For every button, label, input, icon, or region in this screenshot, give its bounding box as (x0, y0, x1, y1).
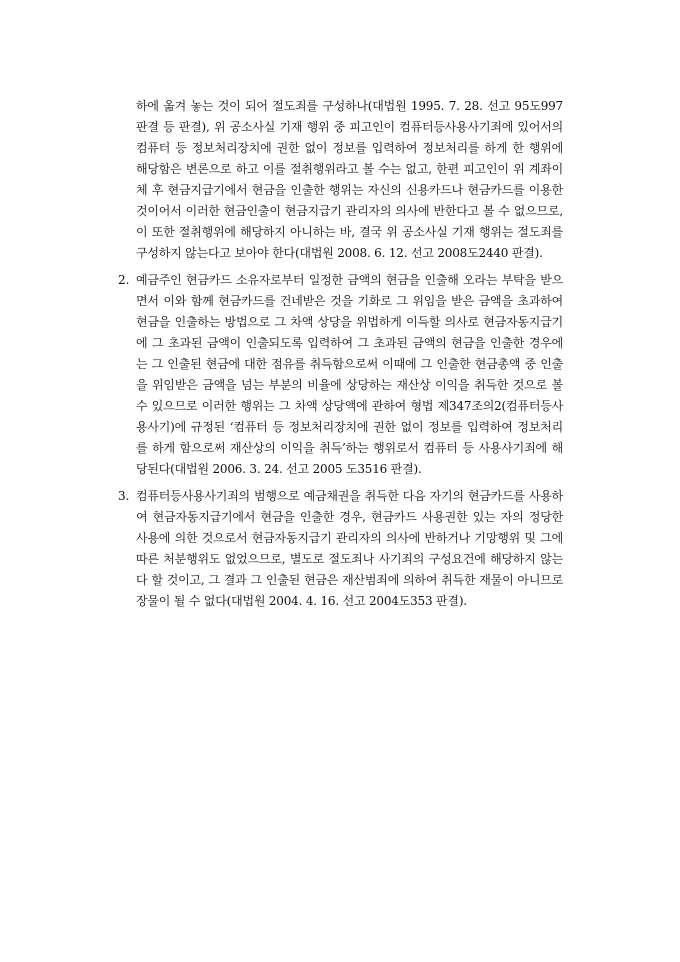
numbered-item-2 (118, 270, 563, 480)
document-body (118, 96, 563, 612)
item-number: 2. (118, 273, 130, 287)
item-text: 예금주인 현금카드 소유자로부터 일정한 금액의 현금을 인출해 오라는 부탁을 받으면서 이와 함께 현금카드를 건네받은 것을 기화로 그 위임을 받은 금액을 초과하여 현금을 인출하는 방법으로 그 차액 상당을 위법하게 이득할 의사로 현금자동지급기에 그 초과된 금액이 인출되도록 입력하여 그 초과된 금액의 현금을 인출한 경우에는 그 인출된 현금에 대한 점유를 취득함으로써 이때에 그 인출한 현금총액 중 인출을 위임받은 금액을 넘는 부분의 비율에 상당하는 재산상 이익을 취득한 것으로 볼 수 있으므로 이러한 행위는 그 차액 상당액에 관하여 형법 제347조의2(컴퓨터등사용사기)에 규정된 ‘컴퓨터 등 정보처리장치에 권한 없이 정보를 입력하여 정보처리를 하게 함으로써 재산상의 이익을 취득’하는 행위로서 컴퓨터 등 사용사기죄에 해당된다(대법원 2006. 3. 24. 선고 2005 도3516 판결). (136, 273, 563, 476)
continuation-paragraph: 하에 옮겨 놓는 것이 되어 절도죄를 구성하나(대법원 1995. 7. 28. 선고 95도997 판결 등 판결), 위 공소사실 기재 행위 중 피고인이 컴퓨터등사용사기죄에 있어서의 컴퓨터 등 정보처리장치에 권한 없이 정보를 입력하여 정보처리를 하게 한 행위에 해당함은 변론으로 하고 이를 절취행위라고 볼 수는 없고, 한편 피고인이 위 계좌이체 후 현금지급기에서 현금을 인출한 행위는 자신의 신용카드나 현금카드를 이용한 것이어서 이러한 현금인출이 현금지급기 관리자의 의사에 반한다고 볼 수 없으므로, 이 또한 절취행위에 해당하지 아니하는 바, 결국 위 공소사실 기재 행위는 절도죄를 구성하지 않는다고 보아야 한다(대법원 2008. 6. 12. 선고 2008도2440 판결). (136, 99, 563, 260)
numbered-item-3 (118, 486, 563, 612)
item-text: 컴퓨터등사용사기죄의 범행으로 예금채권을 취득한 다음 자기의 현금카드를 사용하여 현금자동지급기에서 현금을 인출한 경우, 현금카드 사용권한 있는 자의 정당한 사용에 의한 것으로서 현금자동지급기 관리자의 의사에 반하거나 기망행위 및 그에 따른 처분행위도 없었으므로, 별도로 절도죄나 사기죄의 구성요건에 해당하지 않는다 할 것이고, 그 결과 그 인출된 현금은 재산범죄에 의하여 취득한 재물이 아니므로 장물이 될 수 없다(대법원 2004. 4. 16. 선고 2004도353 판결). (136, 489, 563, 608)
item-number: 3. (118, 489, 130, 503)
